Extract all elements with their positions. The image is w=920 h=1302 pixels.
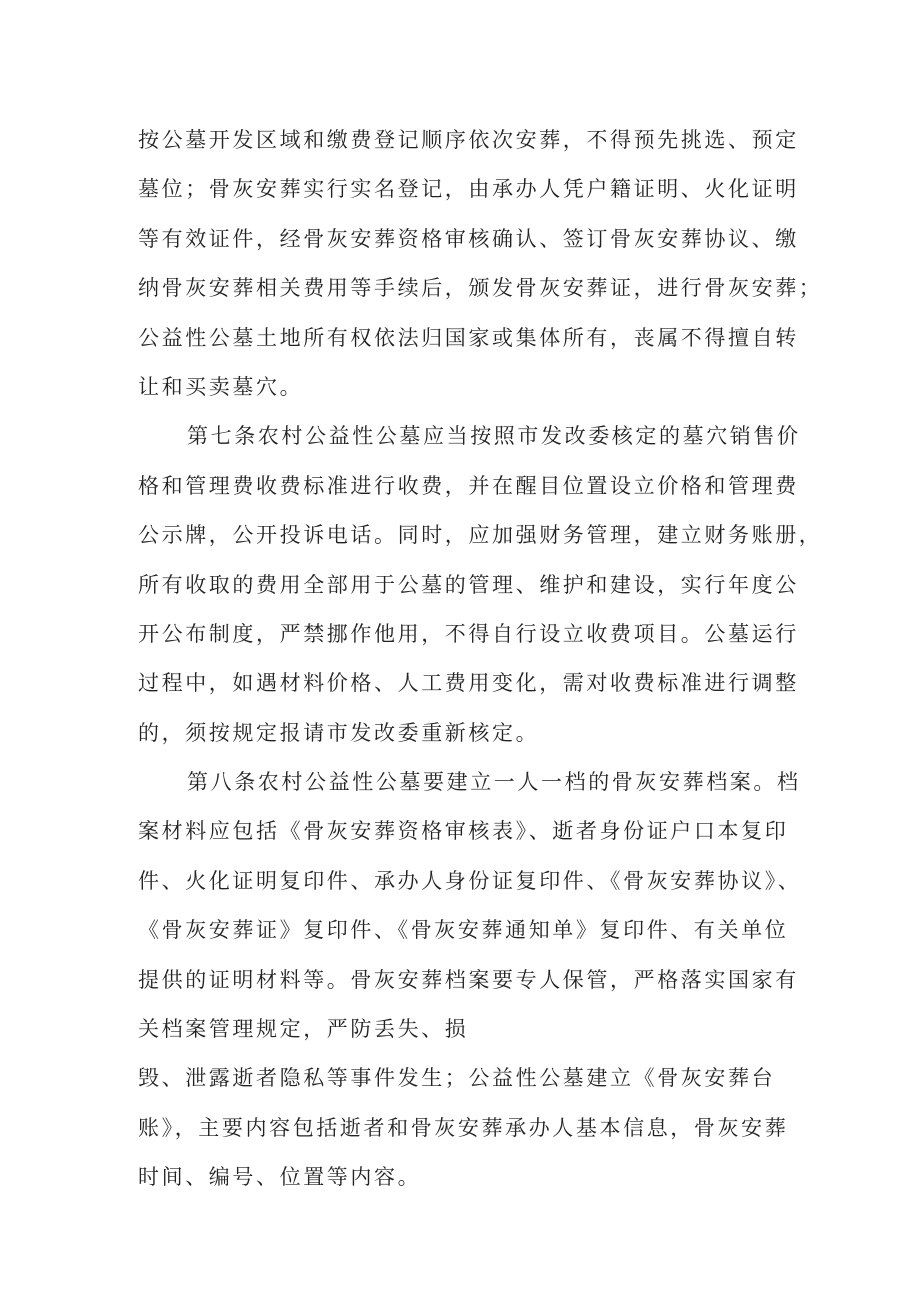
article-7-first-line: 第七条农村公益性公墓应当按照市发改委核定的墓穴销售价 [187, 424, 801, 449]
text-line: 格和管理费收费标准进行收费，并在醒目位置设立价格和管理费 [138, 473, 799, 498]
text-line: 关档案管理规定，严防丢失、损 [138, 1017, 469, 1042]
text-line: 等有效证件，经骨灰安葬资格审核确认、签订骨灰安葬协议、缴 [138, 226, 799, 251]
text-line: 所有收取的费用全部用于公墓的管理、维护和建设，实行年度公 [138, 572, 799, 597]
text-line: 过程中，如遇材料价格、人工费用变化，需对收费标准进行调整 [138, 671, 799, 696]
text-line: 提供的证明材料等。骨灰安葬档案要专人保管，严格落实国家有 [138, 967, 799, 992]
text-line: 按公墓开发区域和缴费登记顺序依次安葬，不得预先挑选、预定 [138, 128, 799, 152]
text-line: 时间、编号、位置等内容。 [138, 1165, 422, 1190]
body-text [138, 116, 823, 1203]
article-8-first-line: 第八条农村公益性公墓要建立一人一档的骨灰安葬档案。档 [187, 770, 801, 795]
text-line: 案材料应包括《骨灰安葬资格审核表》、逝者身份证户口本复印 [138, 819, 789, 844]
text-line: 开公布制度，严禁挪作他用，不得自行设立收费项目。公墓运行 [138, 621, 799, 646]
text-line: 账》，主要内容包括逝者和骨灰安葬承办人基本信息，骨灰安葬 [138, 1115, 789, 1140]
text-line: 让和买卖墓穴。 [138, 374, 304, 399]
text-line: 的，须按规定报请市发改委重新核定。 [138, 720, 540, 745]
text-line: 毁、泄露逝者隐私等事件发生；公益性公墓建立《骨灰安葬台 [138, 1066, 776, 1091]
text-line: 公益性公墓土地所有权依法归国家或集体所有，丧属不得擅自转 [138, 325, 799, 350]
text-line: 《骨灰安葬证》复印件、《骨灰安葬通知单》复印件、有关单位 [138, 918, 789, 943]
text-line: 纳骨灰安葬相关费用等手续后，颁发骨灰安葬证，进行骨灰安葬； [138, 276, 823, 301]
text-line: 公示牌，公开投诉电话。同时，应加强财务管理，建立财务账册， [138, 523, 823, 548]
text-line: 墓位；骨灰安葬实行实名登记，由承办人凭户籍证明、火化证明 [138, 177, 799, 202]
text-line: 件、火化证明复印件、承办人身份证复印件、《骨灰安葬协议》、 [138, 868, 802, 893]
